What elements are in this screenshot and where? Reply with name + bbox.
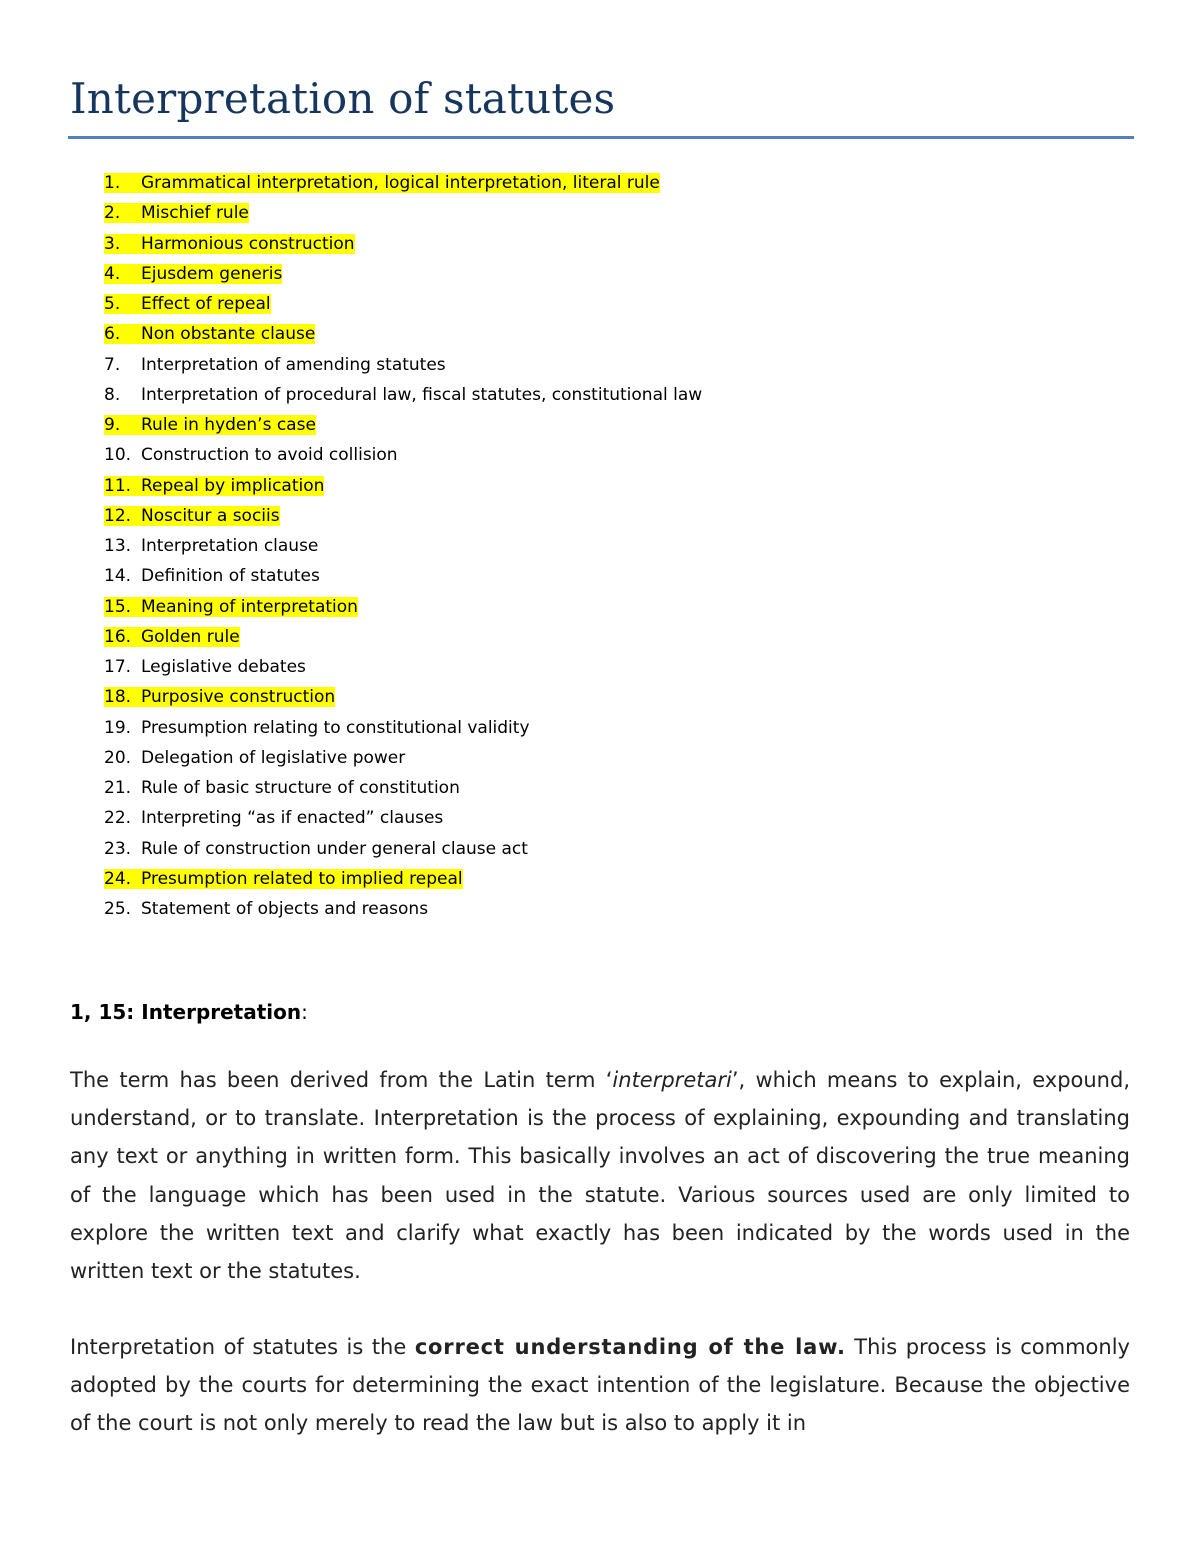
topic-item [104,743,702,773]
topic-number: 17. [104,657,132,677]
paragraph-2-before: Interpretation of statutes is the [70,1335,415,1359]
topic-text: Interpretation of amending statutes [141,354,446,375]
topic-text: Noscitur a sociis [141,505,280,526]
topic-item [104,198,702,228]
highlighted-text [104,234,355,254]
topic-text-wrap [104,778,460,798]
topic-text: Mischief rule [141,203,249,224]
topic-text: Non obstante clause [141,324,316,345]
highlighted-text [104,264,282,284]
topic-text: Interpretation of procedural law, fiscal statutes, constitutional law [141,384,703,405]
topic-number: 12. [104,505,132,526]
highlighted-text [104,324,315,344]
highlighted-text [104,203,249,223]
topic-number: 6. [104,324,121,345]
topic-text: Interpreting “as if enacted” clauses [141,808,444,829]
highlighted-text [104,687,335,707]
topic-item [104,592,702,622]
topic-text-wrap [104,385,702,405]
highlighted-text [104,476,324,496]
topic-text-wrap [104,566,320,586]
topic-number: 21. [104,778,132,798]
topic-text: Interpretation clause [141,536,319,556]
topic-text-wrap [104,748,405,768]
topic-number: 25. [104,899,132,919]
section-heading-colon: : [301,1000,308,1024]
topic-text: Effect of repeal [141,294,271,314]
topic-number: 22. [104,808,132,829]
topic-item [104,289,702,319]
topic-text: Rule of basic structure of constitution [141,778,460,798]
topic-number: 20. [104,747,132,768]
topic-item [104,622,702,652]
topic-item [104,834,702,864]
topic-number: 1. [104,173,121,193]
highlighted-text [104,173,660,193]
highlighted-text [104,627,240,647]
topic-text: Repeal by implication [141,475,325,496]
topic-item [104,501,702,531]
paragraph-1-after: ’, which means to explain, expound, understand, or to translate. Interpretation is the process of explaining, expounding and translating any text or anything in written form. This basically involves an act of discovering the true meaning of the language which has been used in the statute. Various sources used are only limited to explore the written text and clarify what exactly has been indicated by the words used in the written text or the statutes. [70,1068,1131,1284]
topic-number: 9. [104,415,121,435]
highlighted-text [104,597,358,617]
topic-text: Legislative debates [141,657,306,677]
topic-item [104,259,702,289]
topic-item [104,894,702,924]
topic-item [104,471,702,501]
topic-number: 11. [104,475,132,496]
topic-item [104,713,702,743]
paragraph-2-after: This process is commonly adopted by the courts for determining the exact intention of the legislature. Because the objective of the court is not only merely to read the law but is also to apply it in [70,1335,1130,1436]
topic-text: Presumption related to implied repeal [141,868,463,889]
topic-item [104,561,702,591]
latin-term: interpretari [612,1068,732,1092]
topic-number: 2. [104,203,121,224]
topic-item [104,380,702,410]
topic-text: Grammatical interpretation, logical interpretation, literal rule [141,173,660,193]
topic-text: Ejusdem generis [141,263,283,284]
topic-item [104,864,702,894]
topic-number: 23. [104,838,132,859]
highlighted-text [104,869,463,889]
topic-number: 4. [104,263,121,284]
topic-number: 18. [104,687,132,708]
topic-item [104,350,702,380]
document-title: Interpretation of statutes [70,74,616,123]
topic-text: Purposive construction [141,687,336,708]
topic-number: 13. [104,536,132,556]
topic-text-wrap [104,536,318,556]
section-heading [70,1000,308,1024]
topic-text-wrap [104,718,530,738]
topic-text: Rule in hyden’s case [141,415,316,435]
topics-list [104,168,702,924]
topic-item [104,682,702,712]
paragraph-2-bold: correct understanding of the law. [414,1335,846,1359]
topic-number: 3. [104,233,121,254]
topic-text: Construction to avoid collision [141,445,398,466]
topic-text: Meaning of interpretation [141,596,358,617]
topic-text: Rule of construction under general clause act [141,838,528,859]
highlighted-text [104,506,280,526]
topic-item [104,652,702,682]
topic-text: Golden rule [141,626,240,647]
topic-text: Statement of objects and reasons [141,899,429,919]
topic-number: 8. [104,384,121,405]
highlighted-text [104,415,316,435]
topic-item [104,229,702,259]
topic-number: 24. [104,868,132,889]
topic-text: Delegation of legislative power [141,747,406,768]
topic-text-wrap [104,445,398,465]
topic-item [104,803,702,833]
topic-text: Presumption relating to constitutional validity [141,717,530,738]
topic-item [104,319,702,349]
topic-item [104,168,702,198]
topic-item [104,531,702,561]
topic-item [104,440,702,470]
title-underline [68,136,1134,139]
topic-number: 16. [104,626,132,647]
topic-number: 5. [104,294,121,314]
paragraph-1 [70,1061,1130,1290]
topic-number: 10. [104,445,132,466]
topic-number: 15. [104,596,132,617]
topic-text: Definition of statutes [141,566,320,587]
paragraph-2 [70,1328,1130,1443]
topic-item [104,410,702,440]
topic-text: Harmonious construction [141,233,355,254]
topic-number: 14. [104,566,132,587]
topic-text-wrap [104,808,443,828]
topic-item [104,773,702,803]
topic-text-wrap [104,657,306,677]
topic-number: 19. [104,717,132,738]
topic-text-wrap [104,355,446,375]
topic-text-wrap [104,839,528,859]
highlighted-text [104,294,271,314]
topic-number: 7. [104,354,121,375]
paragraph-1-before: The term has been derived from the Latin term ‘ [70,1068,613,1092]
topic-text-wrap [104,899,428,919]
section-heading-text: 1, 15: Interpretation [70,1000,302,1024]
